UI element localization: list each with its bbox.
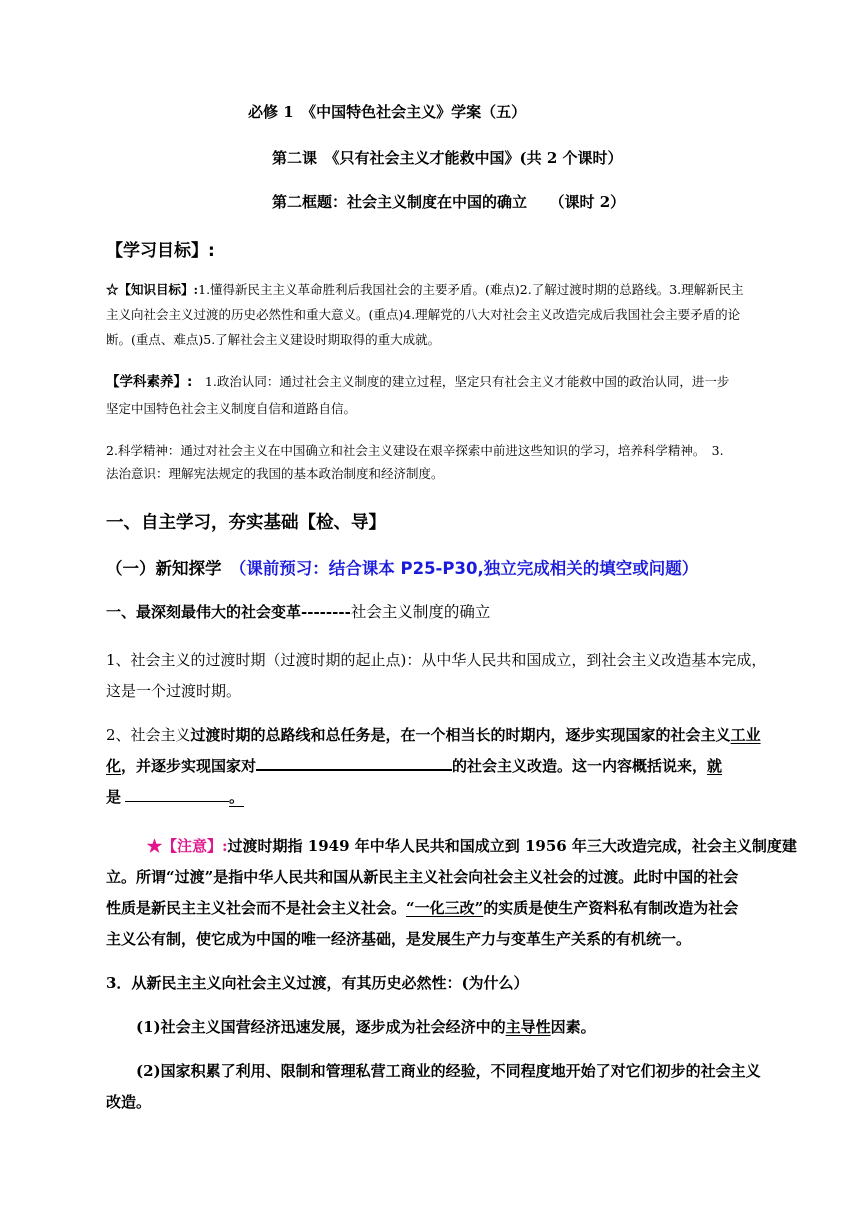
para2-mid: ，并逐步实现国家对 bbox=[121, 757, 257, 775]
note-line-2: 立。所谓“过渡”是指中华人民共和国从新民主主义社会向社会主义社会的过渡。此时中国的社会 bbox=[106, 868, 739, 886]
para1-line-1: 1、社会主义的过渡时期（过渡时期的起止点)：从中华人民共和国成立，到社会主义改造基本完成， bbox=[106, 651, 767, 669]
heading-bold-part: 一、最深刻最伟大的社会变革-------- bbox=[106, 603, 351, 621]
knowledge-objective-line-3: 断。(重点、难点)5.了解社会主义建设时期取得的重大成就。 bbox=[106, 332, 441, 347]
para2-general-line: 过渡时期的总路线和总任务是，在一个相当长的时期内，逐步实现国家的社会主义 bbox=[190, 726, 731, 744]
preview-instruction: （课前预习：结合课本 P25-P30,独立完成相关的填空或问题） bbox=[238, 559, 699, 578]
note-line-3 bbox=[106, 893, 738, 923]
note-label: ★【注意】: bbox=[147, 837, 228, 855]
lesson-title: 第二课 《只有社会主义才能救中国》(共 2 个课时） bbox=[272, 149, 623, 167]
para2-tail: 的社会主义改造。这一内容概括说来， bbox=[452, 757, 708, 775]
fill-blank-summary[interactable] bbox=[125, 787, 229, 802]
note-yihua-sangai: “一化三改” bbox=[406, 899, 484, 917]
para2-shi: 是 bbox=[106, 788, 122, 806]
literacy-line-1 bbox=[106, 371, 729, 393]
section-title: 第二框题：社会主义制度在中国的确立 （课时 2） bbox=[272, 193, 626, 211]
note-text-3c: 的实质是使生产资料私有制改造为社会 bbox=[483, 899, 739, 917]
para2-jiu: 就 bbox=[707, 757, 723, 775]
para2-hua: 化 bbox=[106, 757, 122, 775]
literacy-text: 1.政治认同：通过社会主义制度的建立过程，坚定只有社会主义才能救中国的政治认同，进一步 bbox=[192, 374, 730, 389]
para1-line-2: 这是一个过渡时期。 bbox=[106, 682, 242, 700]
fill-blank-transformation-targets[interactable] bbox=[256, 755, 452, 771]
literacy-line-2: 坚定中国特色社会主义制度自信和道路自信。 bbox=[106, 401, 357, 416]
subsection-heading bbox=[106, 555, 698, 579]
note-text-3a: 性质是新民主主义社会而不是社会主义社会。 bbox=[106, 899, 407, 917]
para3-item-1-end: 因素。 bbox=[550, 1018, 596, 1036]
science-line-2: 法治意识：理解宪法规定的我国的基本政治制度和经济制度。 bbox=[106, 466, 444, 481]
science-line-1: 2.科学精神：通过对社会主义在中国确立和社会主义建设在艰辛探索中前进这些知识的学习，培养科学精神。 3. bbox=[106, 443, 724, 458]
literacy-label: 【学科素养】: bbox=[106, 374, 193, 390]
document-title: 必修 1 《中国特色社会主义》学案（五） bbox=[248, 103, 527, 121]
knowledge-objective-text: 1.懂得新民主主义革命胜利后我国社会的主要矛盾。(难点)2.了解过渡时期的总路线。3.理解新民主 bbox=[198, 282, 744, 297]
para2-end: 。 bbox=[229, 788, 245, 806]
para3-item-2-line-1: (2)国家积累了利用、限制和管理私营工商业的经验，不同程度地开始了对它们初步的社会主义 bbox=[136, 1062, 761, 1080]
knowledge-objective-label: ☆【知识目标】: bbox=[106, 282, 199, 297]
para3-item-1-text: (1)社会主义国营经济迅速发展，逐步成为社会经济中的 bbox=[136, 1018, 506, 1036]
subsection-label: （一）新知探学 bbox=[106, 559, 238, 578]
para2-industrialization: 工业 bbox=[730, 726, 761, 744]
para2-prefix: 2、社会主义 bbox=[106, 726, 191, 744]
para3-heading: 3．从新民主主义向社会主义过渡，有其历史必然性：(为什么） bbox=[106, 974, 529, 992]
heading-rest-part: 社会主义制度的确立 bbox=[350, 603, 491, 621]
note-line-1 bbox=[147, 831, 797, 861]
para3-leading-factor: 主导性 bbox=[505, 1018, 551, 1036]
heading-social-change bbox=[106, 597, 490, 627]
note-text-1: 过渡时期指 1949 年中华人民共和国成立到 1956 年三大改造完成，社会主义制度建 bbox=[227, 837, 797, 855]
knowledge-objective-line-1 bbox=[106, 279, 744, 301]
para2-line-3 bbox=[106, 782, 244, 812]
para2-line-1 bbox=[106, 720, 761, 750]
para3-item-1 bbox=[136, 1012, 596, 1042]
para3-item-2-line-2: 改造。 bbox=[106, 1093, 152, 1111]
note-line-4: 主义公有制，使它成为中国的唯一经济基础，是发展生产力与变革生产关系的有机统一。 bbox=[106, 930, 692, 948]
knowledge-objective-line-2: 主义向社会主义过渡的历史必然性和重大意义。(重点)4.理解党的八大对社会主义改造完成后我国社会主要矛盾的论 bbox=[106, 307, 741, 322]
section-heading-1: 一、自主学习，夯实基础【检、导】 bbox=[106, 513, 386, 533]
objectives-heading: 【学习目标】: bbox=[106, 241, 215, 261]
para2-line-2 bbox=[106, 751, 722, 781]
